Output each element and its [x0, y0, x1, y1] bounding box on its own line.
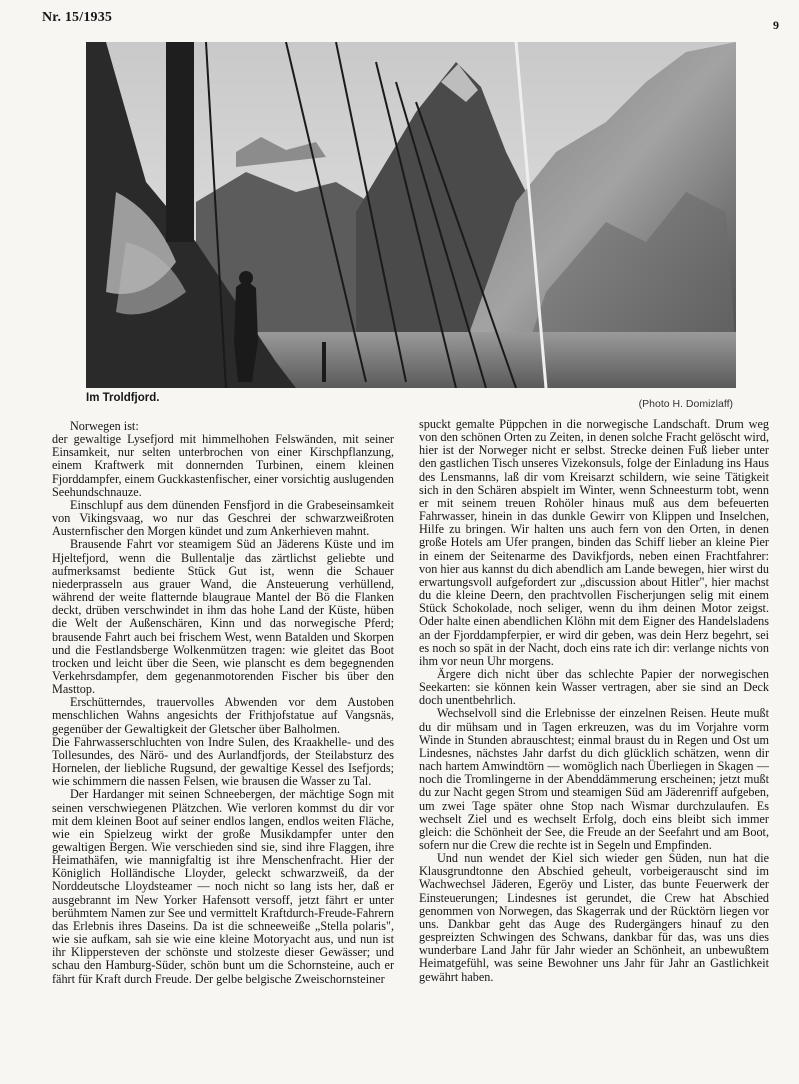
paragraph: Ärgere dich nicht über das schlechte Papier der norwegischen Seekarten: sie können kein Wasser vertragen, aber sie sind an Deck doch unentbehrlich. — [419, 666, 769, 708]
page-number: 9 — [773, 18, 779, 32]
photo-credit: (Photo H. Domizlaff) — [638, 398, 733, 410]
paragraph: Norwegen ist: — [70, 419, 139, 433]
fjord-photograph — [86, 42, 736, 388]
paragraph: Der Hardanger mit seinen Schneebergen, der mächtige Sogn mit seinen verschwiegenen Plätzchen. Wie verloren kommst du dir vor mit dem kleinen Boot auf seiner endlos langen, endlos weiten Fläche, wie ein Spielzeug wirkt der große Musikdampfer unter den gewaltigen Bergen. Wie verschieden sind sie, sind ihre Flaggen, ihre Heimathäfen, wie mannigfaltig ist ihre Menschenfracht. Hier der Königlich Holländische Lloyder, geleckt schwarzweiß, da der Norddeutsche Lloydsteamer — noch nicht so lang ists her, daß er ausgebrannt im New Yorker Hafensott versoff, jetzt fährt er unter berühmtem Namen zur See und vermittelt Kraftdurch-Freude-Fahrern das Erlebnis ihres Daseins. Da ist die schneeweiße „Stella polaris", wie sie aufkam, sah sie wie eine kleine Motoryacht aus, und nun ist ihr Klippersteven der schönste und stolzeste dieser Gewässer; und schau den Hamburg-Süder, schön bunt um die Schornsteine, auch er fährt für Kraft durch Freude. Der gelbe belgische Zweischornsteiner — [52, 787, 394, 986]
paragraph: Erschütterndes, trauervolles Abwenden vor dem Austoben menschlichen Wahns angesichts der Frithjofstatue auf Vangsnäs, gegenüber der Gewaltigkeit der Gletscher über Balholmen. — [52, 695, 394, 736]
paragraph: Brausende Fahrt vor steamigem Süd an Jäderens Küste und im Hjeltefjord, wenn die Bullentalje das zärtlichst geliebte und aufmerksamst bediente Stück Gut ist, wenn die Schauer niederprasseln aus grauer Wand, die Ansteuerung verhüllend, während der weite flatternde blaugraue Mantel der Bö die Flanken deckt, drüben verschwindet in ihm das hohe Land der Küste, hüben die Welt der Außenschären, Kinn und das norwegische Pferd; brausende Fahrt auch bei frischem West, wenn Batalden und Skorpen und die Festlandsberge Wolkenmützen tragen: wie gleitet das Boot trocken und leicht über die Seen, wie planscht es dem begegnenden Verkehrsdampfer, dem gegenanmotorenden Fischer bis über den Masttop. — [52, 537, 394, 697]
paragraph: Wechselvoll sind die Erlebnisse der einzelnen Reisen. Heute mußt du dir mühsam und in Tagen erkreuzen, was du im Vorjahre vorm Winde in Stunden abrauschtest; einmal braust du in Regen und Ost um Lindesnes, nächstes Jahr darfst du dich glücklich schätzen, wenn dir nach hartem Amwindtörn — womöglich nach Überliegen in Skagen — noch die Tromlingerne in der Abenddämmerung erscheinen; jetzt mußt du zur Nacht gegen Strom und steamigen Süd am Jäderenriff aufgeben, um zwei Tage später ohne Stop nach Wismar durchzulaufen. Es wechselt Ziel und es wechselt Erfolg, doch eins bleibt sich immer gleich: die Schönheit der See, die Freude an der Seefahrt und am Boot, sofern nur die Crew die rechte ist in Segeln und Empfinden. — [419, 706, 769, 852]
paragraph: Und nun wendet der Kiel sich wieder gen Süden, nun hat die Klausgrundtonne den Abschied geheult, vorbeigerauscht sind im Wachwechsel Jäderen, Egeröy und Lister, das bunte Feuerwerk der Einsteuerungen; Lindesnes ist gerundet, die Crew hat Abschied genommen von Norwegen, das Skagerrak und der Rücktörn liegen vor uns. Dankbar geht das Auge des Rudergängers hinauf zu den gespreizten Schwingen des Schwans, dankbar für das, was uns dies wunderbare Land Jahr für Jahr wieder an Schönheit, an unbewußtem Heimatgefühl, was seine Bewohner uns Jahr für Jahr an Gastlichkeit gewährt haben. — [419, 851, 769, 984]
issue-number: Nr. 15/1935 — [42, 10, 113, 25]
paragraph: spuckt gemalte Püppchen in die norwegische Landschaft. Drum weg von den schönen Orten zu Zeiten, in denen solche Fracht gelöscht wird, hier ist der Norweger nicht er selbst. Strecke deinen Fuß lieber unter den gastlichen Tisch unseres Vizekonsuls, folge der Einladung ins Haus des Lensmanns, laß dir vom Kreisarzt schildern, wie seine Tätigkeit sich in den Schären abspielt im Winter, wenn Schneesturm tobt, wenn er mit seinem treuen Rohöler hinaus muß aus dem befeuerten Fahrwasser, hinein in das dunkle Gewirr von Klippen und Inselchen, Hilfe zu bringen. Wir halten uns auch fern von den Orten, in denen große Hotels am Ufer prangen, binden das Schiff lieber an kleine Pier in einem der Seitenarme des Davikfjords, neben einen Frachtfahrer: von hier aus kannst du dich abendlich am Lande bewegen, hier wirst du erwartungsvoll aufgefordert zur „discussion about Hitler", hier machst du die kleine Deern, den prachtvollen Fischerjungen selig mit einem Stück Schokolade, noch seliger, wenn du ihm deinen Motor zeigst. Oder halte einen abendlichen Klöhn mit dem Eigner des Handelsladens an der Fjorddampferpier, er wird dir geben, was dein Herz begehrt, sei es noch so spät in der Nacht, doch eins rate ich dir: verlange nichts von ihm vor neun Uhr morgens. — [419, 417, 769, 668]
paragraph: Die Fahrwasserschluchten von Indre Sulen, des Kraakhelle- und des Tollesundes, des Närö- und des Aurlandfjords, der Steilabsturz des Hornelen, der liebliche Rugsund, der gewaltige Kessel des Isefjords; wie schimmern die nassen Felsen, wie brausen die Wasser zu Tal. — [52, 734, 394, 789]
paragraph: Einschlupf aus dem dünenden Fensfjord in die Grabeseinsamkeit von Vikingsvaag, wo nur das Geschrei der schwarzweißroten Austernfischer den Morgen kündet und zum Ankerhieven mahnt. — [52, 497, 394, 539]
article-column-left — [52, 420, 394, 986]
paragraph: der gewaltige Lysefjord mit himmelhohen Felswänden, mit seiner Einsamkeit, nur selten unterbrochen von einer Kirschpflanzung, einem Kraftwerk mit donnernden Turbinen, einem kleinen Fjorddampfer, einem Guckkastenfischer, einer vorsichtig auslugenden Seehundschnauze. — [52, 432, 394, 499]
photo-caption: Im Troldfjord. — [86, 392, 160, 404]
article-column-right — [419, 418, 769, 984]
